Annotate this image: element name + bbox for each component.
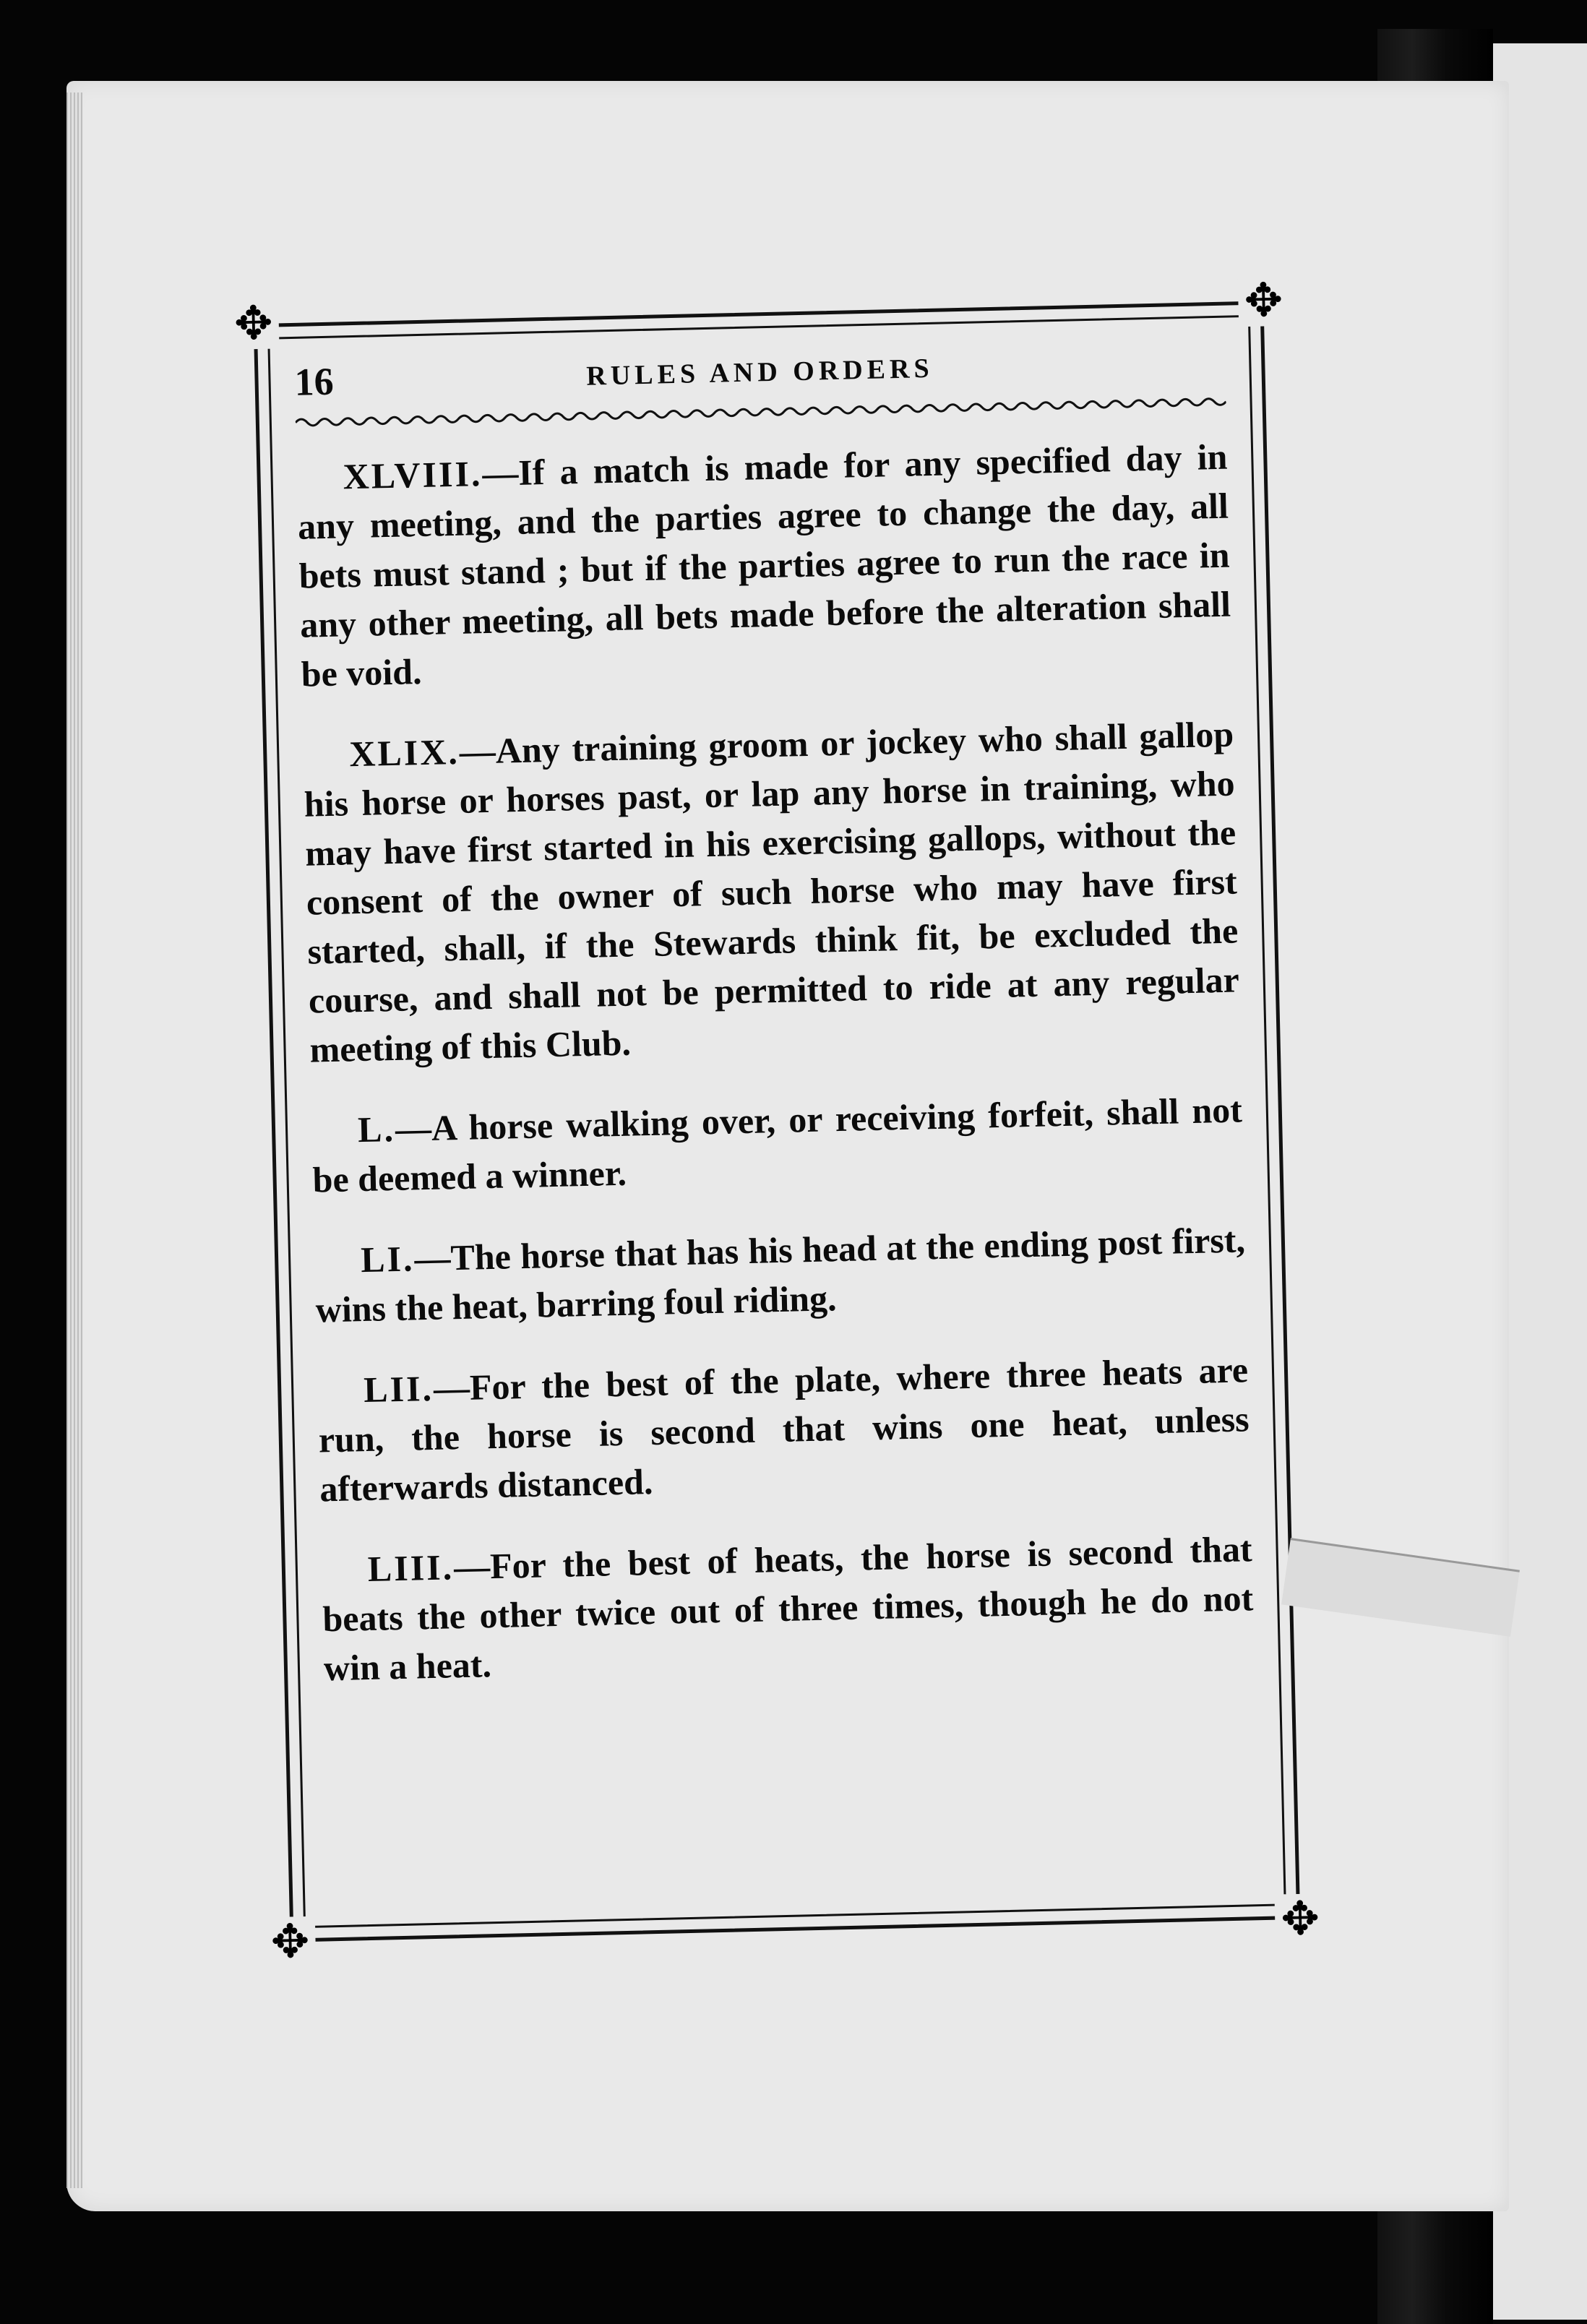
rule-number: XLIX.	[348, 731, 460, 775]
corner-ornament-icon: ✥	[1238, 275, 1290, 327]
rule-paragraph	[321, 1524, 1255, 1692]
rule-text: —The horse that has his head at the ending post first, wins the heat, barring foul riding.	[315, 1219, 1246, 1330]
rule-paragraph	[317, 1345, 1251, 1513]
rule-paragraph	[311, 1085, 1244, 1204]
corner-ornament-icon: ✥	[264, 1916, 317, 1968]
rule-text: —For the best of the plate, where three heats are run, the horse is second that wins one heat, unless afterwards distanced.	[318, 1349, 1250, 1510]
rule-number: LIII.	[367, 1546, 455, 1589]
ornamental-border	[233, 273, 1320, 1970]
rule-paragraph	[314, 1215, 1247, 1334]
rule-paragraph	[296, 432, 1232, 699]
rule-text: —If a match is made for any specified day in any meeting, and the parties agree to change the day, all bets must stand ; but if the parties agree to run the race in any other meeting, all bets made before the alteration shall be void.	[297, 436, 1231, 694]
running-head: RULES AND ORDERS	[585, 353, 934, 392]
corner-ornament-icon: ✥	[1274, 1893, 1326, 1945]
rule-number: LII.	[363, 1367, 434, 1411]
rule-number: LI.	[360, 1238, 416, 1281]
rule-text: —Any training groom or jockey who shall gallop his horse or horses past, or lap any horse in training, who may have first started in his exercising gallops, without the consent of the owner of such horse who may have first started, shall, if the Stewards think fit, be excluded the course, and shall not be permitted to ride at any regular meeting of this Club.	[304, 713, 1240, 1070]
page-text-block	[294, 332, 1260, 1916]
page-number: 16	[293, 359, 335, 404]
rule-number: XLVIII.	[342, 453, 483, 497]
rule-number: L.	[357, 1108, 396, 1150]
rule-text: —For the best of heats, the horse is second that beats the other twice out of three times, though he do not win a heat.	[322, 1528, 1254, 1689]
corner-ornament-icon: ✥	[228, 298, 280, 350]
rule-paragraph	[303, 710, 1241, 1075]
page-stack-edge	[66, 92, 82, 2188]
rule-text: —A horse walking over, or receiving forfeit, shall not be deemed a winner.	[312, 1089, 1243, 1200]
